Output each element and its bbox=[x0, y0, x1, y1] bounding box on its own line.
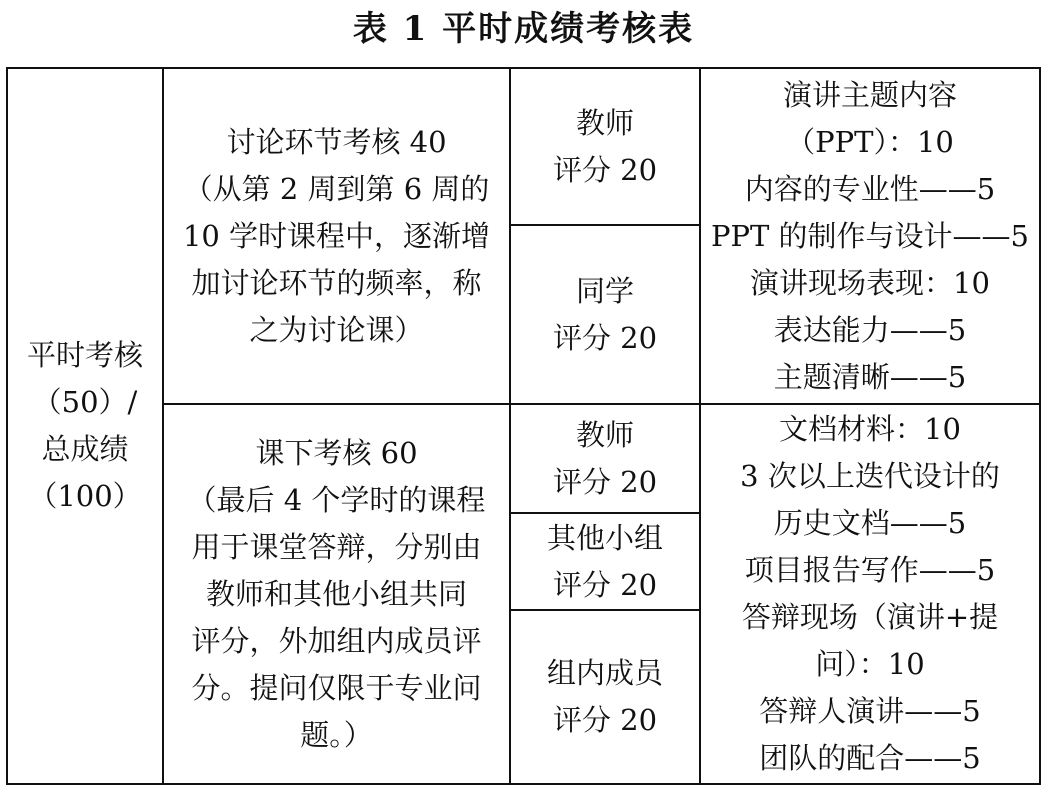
rater-name: 教师 bbox=[575, 105, 634, 140]
criteria-line: 文档材料：10 bbox=[779, 412, 961, 446]
category-line: 加讨论环节的频率，称 bbox=[191, 265, 482, 300]
criteria-line: PPT 的制作与设计——5 bbox=[710, 218, 1030, 253]
row-header-line: 总成绩 bbox=[41, 432, 129, 466]
rater-name: 组内成员 bbox=[546, 656, 663, 690]
category-line: 用于课堂答辩，分别由 bbox=[191, 529, 482, 564]
criteria-line: 历史文档——5 bbox=[773, 506, 967, 540]
category-line: 课下考核 60 bbox=[255, 435, 418, 470]
table-title: 表 1 平时成绩考核表 bbox=[352, 9, 695, 49]
category-line: 分。提问仅限于专业问 bbox=[191, 670, 482, 705]
rater-score: 评分 20 bbox=[552, 464, 658, 499]
rater-other-group-cell bbox=[511, 514, 699, 609]
criteria-line: 答辩现场（演讲+提 bbox=[741, 600, 999, 634]
criteria-line: （PPT）：10 bbox=[786, 124, 954, 159]
rater-classmate-cell bbox=[511, 226, 699, 403]
rater-score: 评分 20 bbox=[552, 152, 658, 187]
criteria-line: 问）：10 bbox=[815, 647, 925, 681]
criteria-line: 演讲现场表现：10 bbox=[750, 265, 990, 300]
afterclass-criteria-cell bbox=[701, 405, 1039, 783]
category-line: （从第 2 周到第 6 周的 bbox=[183, 171, 490, 206]
rater-group-member-cell bbox=[511, 611, 699, 783]
category-line: 题。） bbox=[300, 717, 373, 752]
rater-teacher-cell bbox=[511, 405, 699, 512]
category-line: 评分，外加组内成员评 bbox=[191, 623, 482, 658]
rater-score: 评分 20 bbox=[552, 703, 658, 737]
category-line: 之为讨论课） bbox=[249, 312, 424, 347]
rater-name: 同学 bbox=[575, 273, 634, 308]
row-header-line: （50）/ bbox=[32, 385, 138, 419]
category-line: 讨论环节考核 40 bbox=[226, 124, 447, 159]
criteria-line: 3 次以上迭代设计的 bbox=[740, 459, 1000, 493]
row-header-line: （100） bbox=[28, 479, 142, 513]
row-header-cell bbox=[8, 69, 162, 783]
rater-name: 教师 bbox=[575, 417, 634, 452]
category-line: 10 学时课程中，逐渐增 bbox=[182, 218, 491, 253]
criteria-line: 项目报告写作——5 bbox=[744, 553, 996, 587]
row-header-line: 平时考核 bbox=[26, 338, 143, 372]
criteria-line: 表达能力——5 bbox=[773, 312, 967, 347]
category-line: （最后 4 个学时的课程 bbox=[187, 482, 486, 517]
rater-score: 评分 20 bbox=[552, 567, 658, 602]
table-border-right bbox=[1039, 67, 1041, 785]
criteria-line: 演讲主题内容 bbox=[782, 77, 957, 112]
criteria-line: 内容的专业性——5 bbox=[744, 171, 996, 206]
discussion-category-cell bbox=[164, 69, 509, 403]
rater-score: 评分 20 bbox=[552, 320, 658, 355]
rater-teacher-cell bbox=[511, 69, 699, 224]
category-line: 教师和其他小组共同 bbox=[205, 576, 467, 611]
discussion-criteria-cell bbox=[701, 69, 1039, 403]
criteria-line: 答辩人演讲——5 bbox=[759, 694, 981, 728]
afterclass-category-cell bbox=[164, 405, 509, 783]
criteria-line: 团队的配合——5 bbox=[759, 741, 981, 775]
rater-name: 其他小组 bbox=[546, 520, 663, 555]
criteria-line: 主题清晰——5 bbox=[773, 359, 967, 394]
